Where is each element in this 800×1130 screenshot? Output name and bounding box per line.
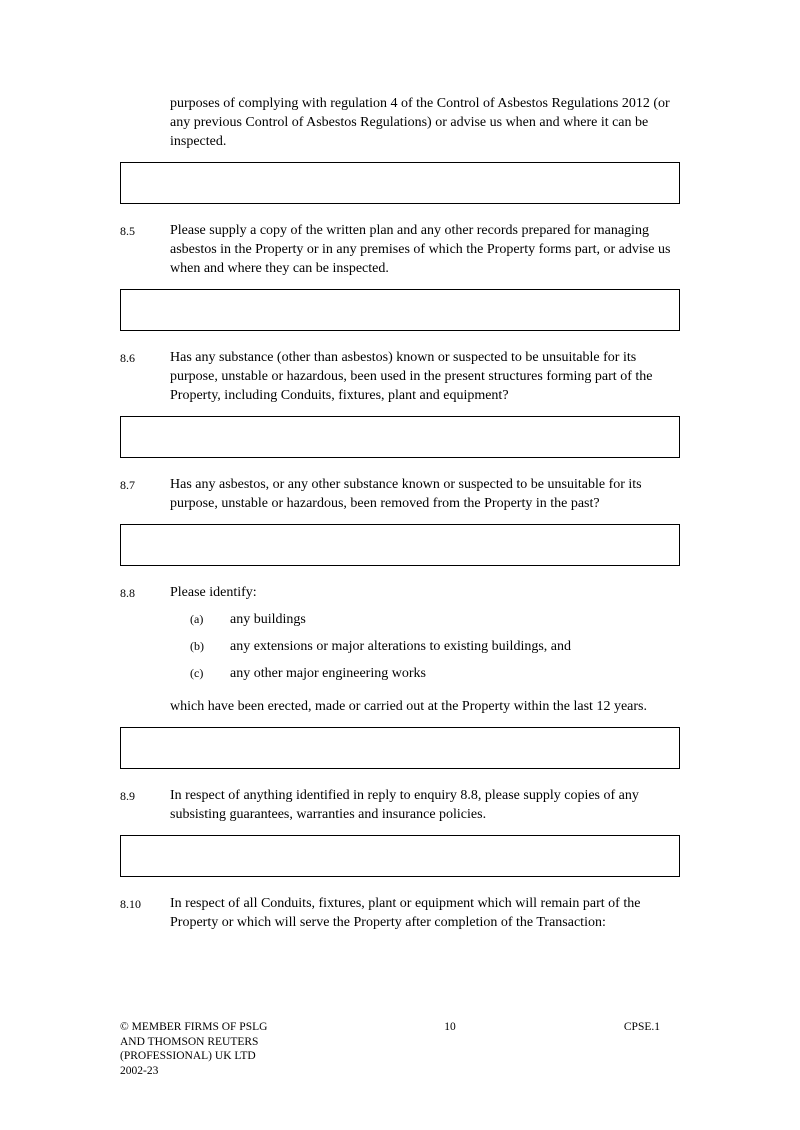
enquiry-8-8 bbox=[120, 583, 680, 716]
enquiry-closing-text: which have been erected, made or carried out at the Property within the last 12 years. bbox=[170, 699, 647, 714]
enquiry-text: Please supply a copy of the written plan and any other records prepared for managing asbestos in the Property or in any premises of which the Property forms part, or advise us when and where they can be inspected. bbox=[170, 223, 671, 276]
enquiry-number: 8.5 bbox=[120, 224, 135, 238]
page-content bbox=[120, 94, 680, 932]
enquiry-8-5 bbox=[120, 221, 680, 278]
answer-box-8-6 bbox=[120, 416, 680, 458]
enquiry-number: 8.10 bbox=[120, 897, 141, 911]
enquiry-number: 8.9 bbox=[120, 789, 135, 803]
copyright-line: AND THOMSON REUTERS bbox=[120, 1035, 259, 1048]
answer-box-continuation bbox=[120, 162, 680, 204]
sub-item-label: (a) bbox=[190, 612, 204, 626]
doc-code: CPSE.1 bbox=[623, 1021, 660, 1033]
enquiry-number: 8.7 bbox=[120, 478, 135, 492]
enquiry-8-7 bbox=[120, 475, 680, 513]
sub-item-a bbox=[170, 610, 680, 629]
sub-item-b bbox=[170, 637, 680, 656]
sub-item-text: any buildings bbox=[230, 612, 306, 627]
sub-item-label: (b) bbox=[190, 639, 204, 653]
copyright-line: 2002-23 bbox=[120, 1064, 159, 1077]
copyright-line: (PROFESSIONAL) UK LTD bbox=[120, 1050, 256, 1062]
enquiry-8-9 bbox=[120, 786, 680, 824]
enquiry-8-6 bbox=[120, 348, 680, 405]
answer-box-8-9 bbox=[120, 835, 680, 877]
enquiry-number: 8.6 bbox=[120, 351, 135, 365]
continuation-block bbox=[120, 94, 680, 151]
answer-box-8-8 bbox=[120, 727, 680, 769]
enquiry-text: In respect of anything identified in reply to enquiry 8.8, please supply copies of any subsisting guarantees, warranties and insurance policies. bbox=[170, 788, 639, 822]
enquiry-number-spacer bbox=[120, 94, 170, 95]
enquiry-text: Has any asbestos, or any other substance known or suspected to be unsuitable for its purpose, unstable or hazardous, been removed from the Property in the past? bbox=[170, 477, 642, 511]
enquiry-text: In respect of all Conduits, fixtures, plant or equipment which will remain part of the Property or which will serve the Property after completion of the Transaction: bbox=[170, 896, 641, 930]
enquiry-text: Please identify: bbox=[170, 585, 257, 600]
enquiry-text: Has any substance (other than asbestos) known or suspected to be unsuitable for its purpose, unstable or hazardous, been used in the present structures forming part of the Property, including Conduits, fixtures, plant and equipment? bbox=[170, 350, 653, 403]
sub-item-c bbox=[170, 664, 680, 683]
sub-item-label: (c) bbox=[190, 666, 204, 680]
page-number: 10 bbox=[444, 1021, 456, 1033]
answer-box-8-5 bbox=[120, 289, 680, 331]
sub-item-text: any extensions or major alterations to existing buildings, and bbox=[230, 639, 571, 654]
copyright-line: © MEMBER FIRMS OF PSLG bbox=[120, 1021, 268, 1033]
enquiry-number: 8.8 bbox=[120, 586, 135, 600]
enquiry-8-10 bbox=[120, 894, 680, 932]
continuation-text: purposes of complying with regulation 4 of the Control of Asbestos Regulations 2012 (or any previous Control of Asbestos Regulations) or advise us when and where it can be inspected. bbox=[170, 96, 670, 149]
sub-item-text: any other major engineering works bbox=[230, 666, 426, 681]
page-footer bbox=[120, 1020, 680, 1078]
copyright-notice bbox=[120, 1020, 340, 1078]
answer-box-8-7 bbox=[120, 524, 680, 566]
